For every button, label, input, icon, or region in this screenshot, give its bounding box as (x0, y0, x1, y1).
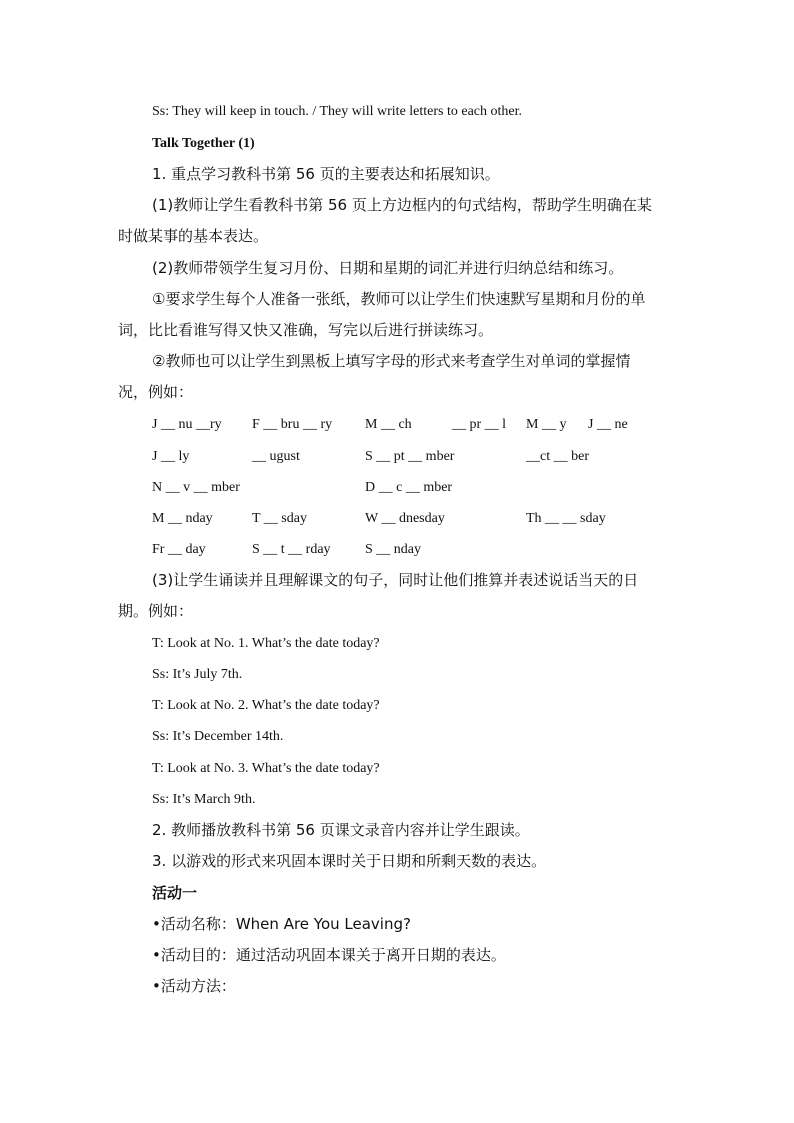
blank-word: S __ pt __ mber (365, 449, 455, 464)
item-2: 2. 教师播放教科书第 56 页课文录音内容并让学生跟读。 (152, 821, 530, 839)
dialog-line: Ss: It’s July 7th. (152, 667, 243, 682)
item-1-1-line-b: 时做某事的基本表达。 (118, 227, 269, 245)
activity-goal: •活动目的：通过活动巩固本课关于离开日期的表达。 (152, 946, 506, 964)
blank-word: J __ nu __ry (152, 417, 222, 432)
item-1-2-1-line-b: 词，比比看谁写得又快又准确，写完以后进行拼读练习。 (118, 321, 494, 339)
dialog-line: Ss: It’s March 9th. (152, 792, 256, 807)
blank-word: M __ nday (152, 511, 213, 526)
item-1-3-line-b: 期。例如： (118, 602, 194, 620)
blank-word: M __ y (526, 417, 567, 432)
item-1-2-1-line-a: ①要求学生每个人准备一张纸，教师可以让学生们快速默写星期和月份的单 (152, 290, 646, 308)
activity-name: •活动名称：When Are You Leaving? (152, 915, 411, 933)
blank-word: S __ nday (365, 542, 421, 557)
item-3: 3. 以游戏的形式来巩固本课时关于日期和所剩天数的表达。 (152, 852, 547, 870)
blank-word: J __ ly (152, 449, 190, 464)
blank-word: M __ ch (365, 417, 412, 432)
blank-word: T __ sday (252, 511, 307, 526)
dialog-line: T: Look at No. 3. What’s the date today? (152, 761, 380, 776)
blank-word: N __ v __ mber (152, 480, 240, 495)
blank-word: F __ bru __ ry (252, 417, 333, 432)
blank-word: W __ dnesday (365, 511, 445, 526)
blank-word: __ pr __ l (452, 417, 507, 432)
intro-line: Ss: They will keep in touch. / They will write letters to each other. (152, 104, 523, 119)
blank-word: D __ c __ mber (365, 480, 453, 495)
dialog-line: T: Look at No. 1. What’s the date today? (152, 636, 380, 651)
item-1: 1. 重点学习教科书第 56 页的主要表达和拓展知识。 (152, 165, 500, 183)
dialog-line: T: Look at No. 2. What’s the date today? (152, 698, 380, 713)
item-1-2-2-line-a: ②教师也可以让学生到黑板上填写字母的形式来考查学生对单词的掌握情 (152, 352, 631, 370)
item-1-3-line-a: (3)让学生诵读并且理解课文的句子，同时让他们推算并表述说话当天的日 (152, 571, 639, 589)
blank-word: __ct __ ber (526, 449, 589, 464)
activity-method: •活动方法： (152, 977, 236, 995)
blank-word: J __ ne (588, 417, 628, 432)
activity-heading: 活动一 (152, 884, 198, 902)
blank-word: Fr __ day (152, 542, 206, 557)
dialog-line: Ss: It’s December 14th. (152, 729, 284, 744)
item-1-2: (2)教师带领学生复习月份、日期和星期的词汇并进行归纳总结和练习。 (152, 259, 624, 277)
blank-word: __ ugust (252, 449, 300, 464)
blank-word: Th __ __ sday (526, 511, 606, 526)
item-1-1-line-a: (1)教师让学生看教科书第 56 页上方边框内的句式结构，帮助学生明确在某 (152, 196, 652, 214)
blank-word: S __ t __ rday (252, 542, 331, 557)
item-1-2-2-line-b: 况，例如： (118, 383, 194, 401)
section-heading: Talk Together (1) (152, 136, 255, 151)
